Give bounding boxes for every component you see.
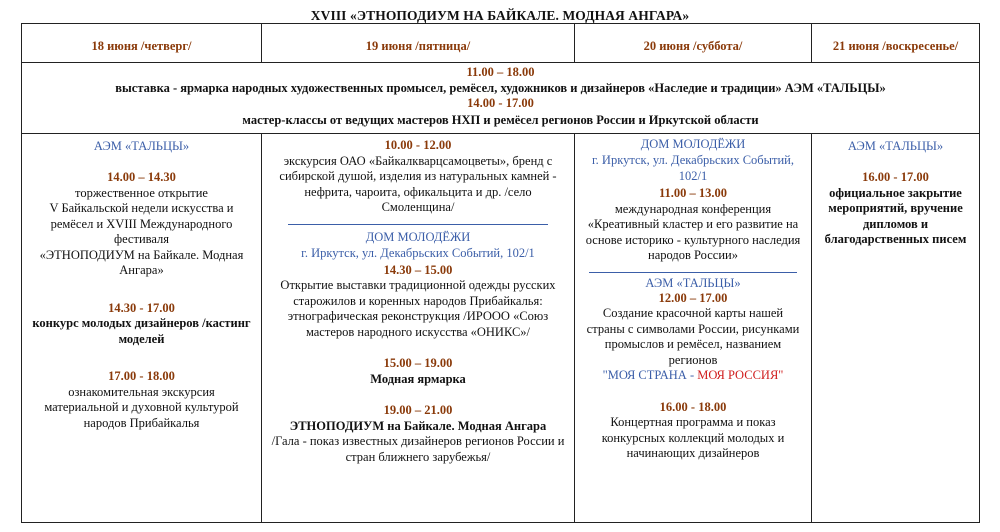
day3-slogan xyxy=(583,368,803,384)
daily-events-row xyxy=(22,134,980,523)
day2-place: ДОМ МОЛОДЁЖИ xyxy=(365,229,471,244)
day2-event3-time: 15.00 – 19.00 xyxy=(383,356,453,370)
document-title: XVIII «ЭТНОПОДИУМ НА БАЙКАЛЕ. МОДНАЯ АНГАРА» xyxy=(310,8,690,23)
day3-place2: АЭМ «ТАЛЬЦЫ» xyxy=(645,275,741,290)
day2-event4-title: ЭТНОПОДИУМ на Байкале. Модная Ангара xyxy=(289,418,547,433)
day2-address: г. Иркутск, ул. Декабрьских Событий, 102/1 xyxy=(301,245,535,260)
day2-event2-time: 14.30 – 15.00 xyxy=(383,262,453,277)
day3-slogan-part2: МОЯ РОССИЯ" xyxy=(697,368,784,382)
day1-event3-text: ознакомительная экскурсия материальной и духовной культурой народов Прибайкалья xyxy=(44,384,239,430)
day2-event1-time: 10.00 - 12.00 xyxy=(384,138,452,152)
day1-event2-time: 14.30 - 17.00 xyxy=(108,300,175,315)
day2-event1-text: экскурсия ОАО «Байкалкварцсамоцветы», бренд с сибирской душой, изделия из натуральных камней - нефрита, чароита, офикальцита и др. /село Смоленщина/ xyxy=(279,153,557,214)
day3-address: г. Иркутск, ул. Декабрьских Событий, 102/1 xyxy=(591,153,795,183)
day-header-1: 18 июня /четверг/ xyxy=(22,24,262,63)
day3-event1-time: 11.00 – 13.00 xyxy=(658,186,728,200)
day3-event3-text: Концертная программа и показ конкурсных коллекций молодых и начинающих дизайнеров xyxy=(601,415,785,460)
day2-events xyxy=(262,134,575,523)
common-events-cell xyxy=(22,63,980,134)
day3-event1-text: международная конференция «Креативный кластер и его развитие на основе историко - культурного наследия народов России» xyxy=(585,201,801,262)
common-text-2: мастер-классы от ведущих мастеров НХП и ремёсел регионов России и Иркутской области xyxy=(242,113,759,127)
day1-event2-text: конкурс молодых дизайнеров /кастинг моделей xyxy=(32,316,251,346)
day-header-4: 21 июня /воскресенье/ xyxy=(812,24,980,63)
day3-event3-time: 16.00 - 18.00 xyxy=(659,399,727,414)
schedule-table xyxy=(21,23,980,523)
common-text-1: выставка - ярмарка народных художественных промысел, ремёсел, художников и дизайнеров «Наследие и традиции» АЭМ «ТАЛЬЦЫ» xyxy=(115,81,886,95)
day4-place: АЭМ «ТАЛЬЦЫ» xyxy=(847,139,944,153)
day4-event1-time: 16.00 - 17.00 xyxy=(862,170,929,184)
day3-event2-time: 12.00 – 17.00 xyxy=(658,290,728,305)
common-time-2: 14.00 - 17.00 xyxy=(467,96,534,110)
day1-event1-text: торжественное открытие V Байкальской недели искусства и ремёсел и XVIII Международного фестиваля «ЭТНОПОДИУМ на Байкале. Модная Ангара» xyxy=(39,185,244,277)
day4-event1-text: официальное закрытие мероприятий, вручение дипломов и благодарственных писем xyxy=(824,185,967,246)
day3-place: ДОМ МОЛОДЁЖИ xyxy=(640,137,746,151)
common-time-1: 11.00 – 18.00 xyxy=(466,65,535,79)
day1-event1-time: 14.00 – 14.30 xyxy=(107,170,176,184)
day-header-row xyxy=(22,24,980,63)
day1-event3-time: 17.00 - 18.00 xyxy=(108,369,175,383)
day-header-2: 19 июня /пятница/ xyxy=(262,24,575,63)
day1-events xyxy=(22,134,262,523)
day-header-3: 20 июня /суббота/ xyxy=(575,24,812,63)
day3-slogan-part1: "МОЯ СТРАНА - xyxy=(602,368,698,382)
day3-events xyxy=(575,134,812,523)
day2-event4-time: 19.00 – 21.00 xyxy=(383,403,453,417)
day2-event2-text: Открытие выставки традиционной одежды русских старожилов и коренных народов Прибайкалья: этнографическая реконструкция /ИРООО «Союз мастеров народного искусства «ОНИКС»/ xyxy=(280,278,556,339)
day3-event2-text: Создание красочной карты нашей страны с символами России, рисунками промыслов и ремёсел, названием регионов xyxy=(586,306,800,367)
common-events-row xyxy=(22,63,980,134)
day3-separator xyxy=(589,272,797,273)
day1-place: АЭМ «ТАЛЬЦЫ» xyxy=(93,139,190,153)
day2-separator xyxy=(288,224,548,225)
day2-event4-text: /Гала - показ известных дизайнеров регионов России и стран ближнего зарубежья/ xyxy=(271,434,565,464)
day4-events xyxy=(812,134,980,523)
day2-event3-text: Модная ярмарка xyxy=(370,371,466,386)
